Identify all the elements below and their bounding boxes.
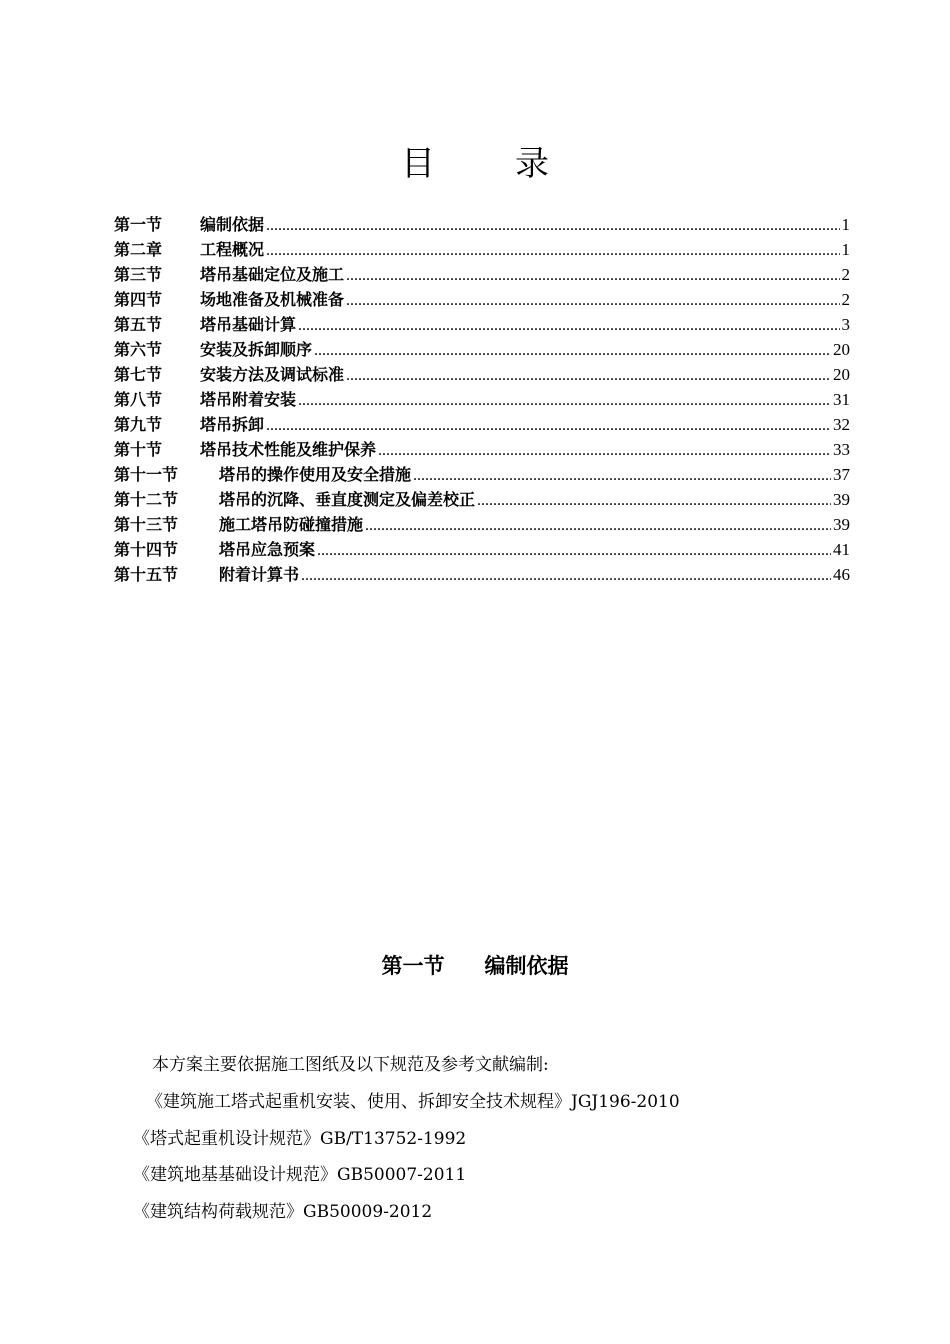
toc-entry[interactable] (114, 212, 850, 237)
toc-entry-page: 37 (833, 465, 850, 484)
reference-item: 《建筑地基基础设计规范》GB50007-2011 (133, 1165, 467, 1185)
toc-entry-page: 2 (841, 265, 850, 284)
toc-entry[interactable] (114, 312, 850, 337)
toc-entry[interactable] (114, 537, 850, 562)
toc-entry-page: 2 (841, 290, 850, 309)
toc-leader-dots (266, 413, 831, 438)
toc-entry-number: 第十节 (114, 440, 163, 459)
toc-entry[interactable] (114, 262, 850, 287)
toc-entry-page: 20 (833, 340, 850, 359)
toc-entry-title: 塔吊拆卸 (200, 415, 265, 434)
toc-entry[interactable] (114, 462, 850, 487)
toc-entry-page: 1 (841, 215, 850, 234)
toc-entry-number: 第一节 (114, 215, 163, 234)
toc-entry[interactable] (114, 337, 850, 362)
toc-entry-title: 安装方法及调试标准 (200, 365, 345, 384)
toc-leader-dots (378, 438, 831, 463)
toc-leader-dots (266, 213, 839, 238)
toc-leader-dots (346, 363, 831, 388)
toc-entry-title: 塔吊的沉降、垂直度测定及偏差校正 (219, 490, 476, 509)
toc-entry-page: 46 (833, 565, 850, 584)
toc-leader-dots (314, 338, 831, 363)
toc-entry-page: 31 (833, 390, 850, 409)
toc-entry-title: 工程概况 (200, 240, 265, 259)
toc-entry-number: 第十三节 (114, 515, 179, 534)
toc-entry-number: 第十一节 (114, 465, 179, 484)
toc-entry-number: 第十五节 (114, 565, 179, 584)
toc-leader-dots (413, 463, 831, 488)
toc-entry-page: 39 (833, 515, 850, 534)
toc-entry-title: 附着计算书 (219, 565, 300, 584)
page-title-part1: 目 (401, 144, 435, 184)
toc-entry-title: 塔吊基础定位及施工 (200, 265, 345, 284)
toc-entry-title: 编制依据 (200, 215, 265, 234)
section-heading (0, 950, 950, 982)
toc-entry-title: 塔吊应急预案 (219, 540, 316, 559)
toc-leader-dots (298, 388, 831, 413)
section-number: 第一节 (381, 954, 445, 978)
toc-entry[interactable] (114, 437, 850, 462)
toc-entry-number: 第五节 (114, 315, 163, 334)
toc-entry[interactable] (114, 412, 850, 437)
toc-entry[interactable] (114, 562, 850, 587)
toc-entry[interactable] (114, 287, 850, 312)
toc-entry-number: 第十四节 (114, 540, 179, 559)
toc-entry-page: 32 (833, 415, 850, 434)
toc-leader-dots (301, 563, 831, 588)
toc-entry-title: 场地准备及机械准备 (200, 290, 345, 309)
reference-item: 《建筑施工塔式起重机安装、使用、拆卸安全技术规程》JGJ196-2010 (146, 1092, 680, 1112)
toc-leader-dots (477, 488, 831, 513)
toc-leader-dots (298, 313, 839, 338)
toc-entry-title: 塔吊技术性能及维护保养 (200, 440, 377, 459)
toc-entry-number: 第十二节 (114, 490, 179, 509)
toc-entry[interactable] (114, 362, 850, 387)
toc-entry[interactable] (114, 512, 850, 537)
toc-entry-page: 33 (833, 440, 850, 459)
section-title: 编制依据 (484, 954, 569, 978)
toc-entry[interactable] (114, 487, 850, 512)
toc-entry-title: 塔吊的操作使用及安全措施 (219, 465, 412, 484)
table-of-contents (114, 212, 850, 587)
toc-entry-title: 塔吊基础计算 (200, 315, 297, 334)
toc-entry[interactable] (114, 387, 850, 412)
toc-entry-number: 第三节 (114, 265, 163, 284)
toc-leader-dots (317, 538, 831, 563)
intro-paragraph: 本方案主要依据施工图纸及以下规范及参考文献编制: (152, 1055, 549, 1075)
toc-entry-title: 安装及拆卸顺序 (200, 340, 313, 359)
toc-leader-dots (365, 513, 831, 538)
reference-item: 《塔式起重机设计规范》GB/T13752-1992 (133, 1129, 467, 1149)
toc-entry-title: 塔吊附着安装 (200, 390, 297, 409)
toc-entry-page: 3 (841, 315, 850, 334)
reference-item: 《建筑结构荷载规范》GB50009-2012 (133, 1202, 433, 1222)
page-title (0, 142, 950, 186)
toc-entry-page: 1 (841, 240, 850, 259)
toc-entry-number: 第七节 (114, 365, 163, 384)
toc-entry-page: 41 (833, 540, 850, 559)
toc-entry-number: 第四节 (114, 290, 163, 309)
toc-entry-title: 施工塔吊防碰撞措施 (219, 515, 364, 534)
toc-entry-page: 39 (833, 490, 850, 509)
toc-entry-number: 第九节 (114, 415, 163, 434)
toc-leader-dots (346, 288, 839, 313)
toc-entry[interactable] (114, 237, 850, 262)
toc-entry-number: 第八节 (114, 390, 163, 409)
toc-entry-number: 第六节 (114, 340, 163, 359)
toc-entry-page: 20 (833, 365, 850, 384)
toc-entry-number: 第二章 (114, 240, 163, 259)
page-title-part2: 录 (515, 144, 549, 184)
toc-leader-dots (266, 238, 839, 263)
toc-leader-dots (346, 263, 839, 288)
